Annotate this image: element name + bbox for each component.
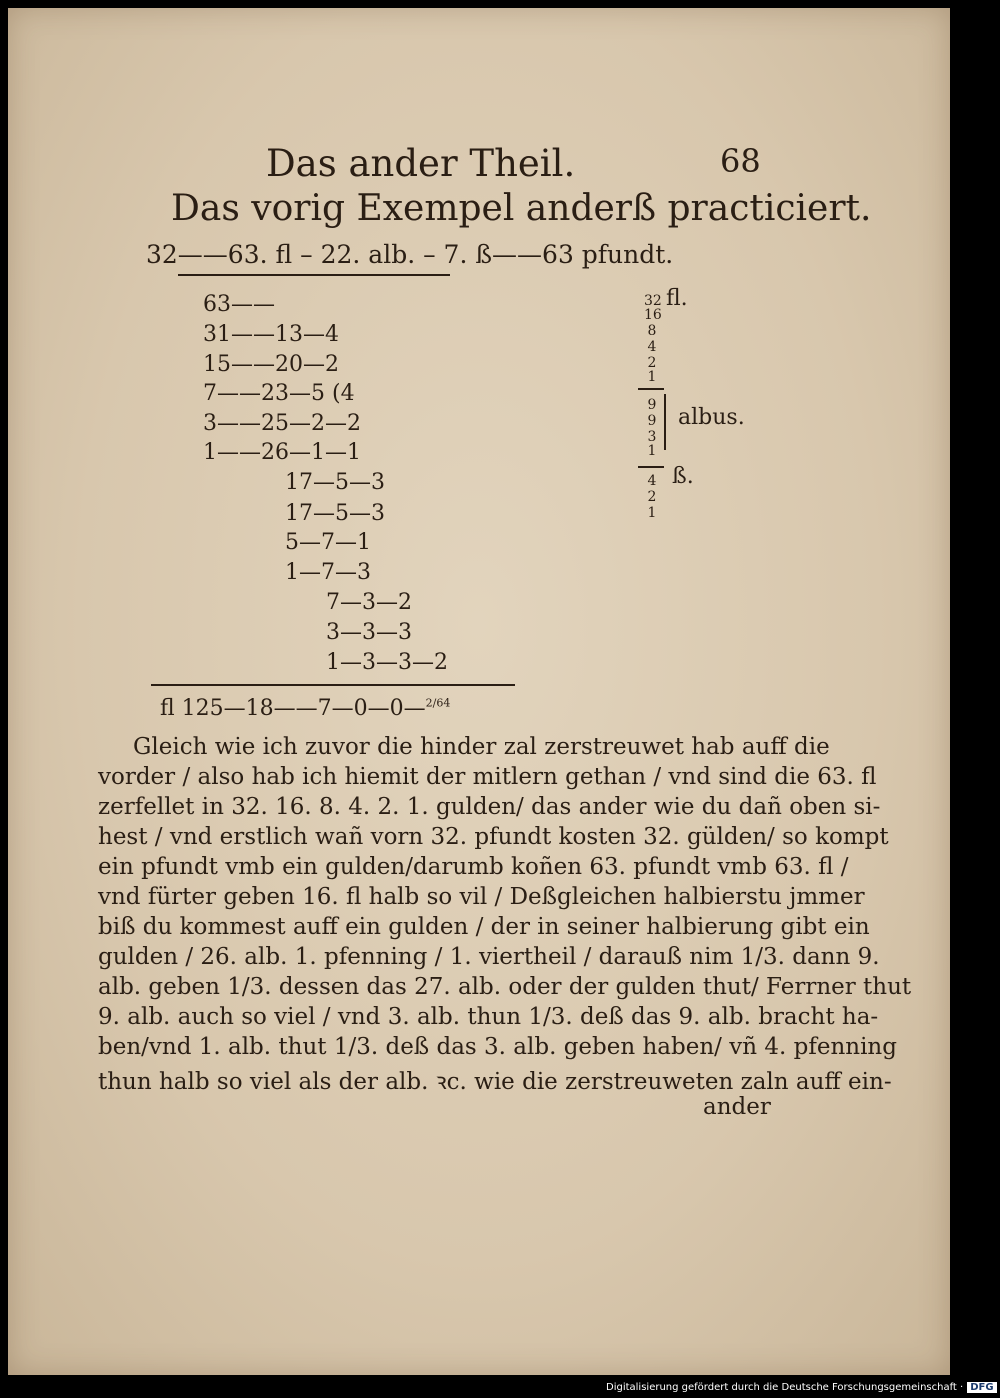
body-line: gulden / 26. alb. 1. pfenning / 1. viertheil / darauß nim 1/3. dann 9.	[98, 944, 880, 970]
running-header: Das ander Theil.	[266, 142, 576, 185]
dfg-logo: DFG	[967, 1382, 996, 1393]
calc-row: 1—7—3	[285, 560, 371, 585]
result-value: fl 125—18——7—0—0—	[160, 696, 426, 721]
side-value: 3	[647, 429, 657, 445]
calc-row: 3——25—2—2	[203, 411, 361, 436]
side-value: 16	[644, 307, 662, 323]
side-value: 9	[647, 397, 657, 413]
body-line: vnd fürter geben 16. fl halb so vil / Deßgleichen halbierstu jmmer	[98, 884, 865, 910]
body-line: hest / vnd erstlich wañ vorn 32. pfundt kosten 32. gülden/ so kompt	[98, 824, 889, 850]
body-line: thun halb so viel als der alb. ꝛc. wie die zerstreuweten zaln auff ein-	[98, 1069, 892, 1095]
body-line: 9. alb. auch so viel / vnd 3. alb. thun 1/3. deß das 9. alb. bracht ha-	[98, 1004, 879, 1030]
section-title: Das vorig Exempel anderß practiciert.	[171, 188, 872, 229]
calc-row: 1—3—3—2	[326, 650, 448, 675]
side-value: 4	[647, 339, 657, 355]
calc-row: 5—7—1	[285, 530, 371, 555]
side-value: 9	[647, 413, 657, 429]
page-number: 68	[720, 142, 761, 180]
calc-row: 17—5—3	[285, 470, 385, 495]
calc-row: 7—3—2	[326, 590, 412, 615]
side-value: 4	[647, 473, 657, 489]
side-divider	[638, 388, 664, 390]
calc-row: 1——26—1—1	[203, 440, 361, 465]
body-line: Gleich wie ich zuvor die hinder zal zerstreuwet hab auff die	[133, 734, 830, 760]
body-line: alb. geben 1/3. dessen das 27. alb. oder der gulden thut/ Ferrner thut	[98, 974, 912, 1000]
body-line: biß du kommest auff ein gulden / der in seiner halbierung gibt ein	[98, 914, 870, 940]
body-line: vorder / also hab ich hiemit der mitlern gethan / vnd sind die 63. fl	[98, 764, 877, 790]
side-value: 1	[647, 369, 657, 385]
problem-statement: 32——63. fl – 22. alb. – 7. ß——63 pfundt.	[146, 240, 674, 269]
result-fraction: 2/64	[425, 696, 451, 710]
side-value: 1	[647, 505, 657, 521]
result-line	[160, 696, 450, 721]
side-value: 32	[644, 293, 662, 309]
body-line: zerfellet in 32. 16. 8. 4. 2. 1. gulden/ das ander wie du dañ oben si-	[98, 794, 881, 820]
result-rule	[151, 684, 515, 686]
book-page	[8, 8, 950, 1375]
calc-row: 17—5—3	[285, 501, 385, 526]
side-divider	[638, 466, 664, 468]
funding-footer	[606, 1382, 997, 1393]
albus-label: albus.	[678, 405, 745, 430]
catchword: ander	[703, 1094, 771, 1120]
calc-row: 63——	[203, 292, 275, 317]
calc-row: 15——20—2	[203, 352, 339, 377]
calc-row: 31——13—4	[203, 322, 339, 347]
side-value: 8	[647, 323, 657, 339]
side-value: 1	[647, 443, 657, 459]
side-value: 2	[647, 489, 657, 505]
footer-text: Digitalisierung gefördert durch die Deutsche Forschungsgemeinschaft ·	[606, 1382, 964, 1393]
albus-bracket	[664, 394, 666, 450]
problem-underline	[178, 274, 450, 276]
calc-row: 3—3—3	[326, 620, 412, 645]
body-line: ben/vnd 1. alb. thut 1/3. deß das 3. alb. geben haben/ vñ 4. pfenning	[98, 1034, 897, 1060]
fl-label: fl.	[666, 286, 688, 311]
pfennig-label: ß.	[672, 464, 694, 489]
calc-row: 7——23—5 (4	[203, 381, 355, 406]
body-line: ein pfundt vmb ein gulden/darumb koñen 63. pfundt vmb 63. fl /	[98, 854, 849, 880]
side-value: 2	[647, 355, 657, 371]
